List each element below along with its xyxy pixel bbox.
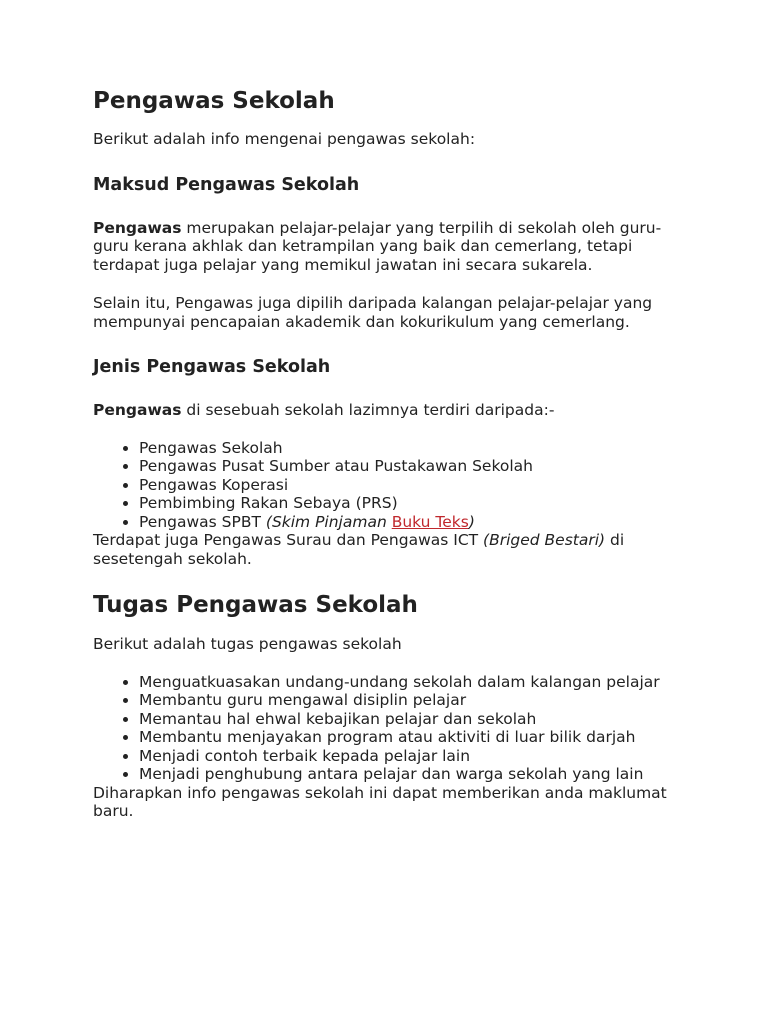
bold-term: Pengawas	[93, 401, 182, 419]
list-item: • Menguatkuasakan undang-undang sekolah dalam kalangan pelajar	[139, 673, 683, 692]
list-item: • Menjadi penghubung antara pelajar dan warga sekolah yang lain	[139, 765, 683, 784]
section1-paragraph-2: Selain itu, Pengawas juga dipilih daripada kalangan pelajar-pelajar yang mempunyai pencapaian akademik dan kokurikulum yang cemerlang.	[93, 294, 653, 331]
bold-term: Pengawas	[93, 218, 182, 237]
section2-paragraph	[93, 401, 683, 420]
list-item: • Memantau hal ehwal kebajikan pelajar dan sekolah	[139, 710, 683, 729]
list-item: • Membantu menjayakan program atau aktiviti di luar bilik darjah	[139, 728, 683, 747]
list-item: • Pengawas Koperasi	[139, 476, 683, 495]
jenis-list	[93, 439, 683, 532]
section-heading-maksud: Maksud Pengawas Sekolah	[93, 174, 360, 195]
list-item: • Pembimbing Rakan Sebaya (PRS)	[139, 494, 683, 513]
item-italic: (Skim Pinjaman	[265, 512, 392, 531]
section1-paragraph-1	[93, 219, 683, 275]
paragraph-text: merupakan pelajar-pelajar yang terpilih di sekolah oleh guru-guru kerana akhlak dan ketrampilan yang baik dan cemerlang, tetapi terdapat juga pelajar yang memikul jawatan ini secara sukarela.	[93, 218, 662, 274]
paragraph-text: Terdapat juga Pengawas Surau dan Pengawas ICT	[93, 531, 484, 549]
section2-after-list	[93, 531, 683, 568]
item-text: Pengawas SPBT	[139, 512, 266, 531]
paragraph-text: di sesetengah sekolah.	[93, 531, 625, 568]
closing-text: Diharapkan info pengawas sekolah ini dapat memberikan anda maklumat baru.	[93, 783, 667, 820]
section-heading-jenis: Jenis Pengawas Sekolah	[93, 357, 331, 377]
buku-teks-link[interactable]: Buku Teks	[391, 512, 469, 531]
paragraph-text: di sesebuah sekolah lazimnya terdiri daripada:-	[181, 401, 555, 419]
tugas-list	[93, 673, 683, 784]
list-item	[139, 513, 683, 532]
list-item: • Membantu guru mengawal disiplin pelajar	[139, 691, 683, 710]
page-title: Pengawas Sekolah	[93, 88, 335, 114]
intro-text: Berikut adalah info mengenai pengawas sekolah:	[93, 130, 476, 148]
italic-text: (Briged Bestari)	[483, 531, 606, 549]
list-item: • Pengawas Sekolah	[139, 439, 683, 458]
list-item: • Menjadi contoh terbaik kepada pelajar lain	[139, 747, 683, 766]
document-content	[93, 86, 683, 821]
list-item: • Pengawas Pusat Sumber atau Pustakawan Sekolah	[139, 457, 683, 476]
section-heading-tugas: Tugas Pengawas Sekolah	[93, 592, 418, 618]
item-italic-close: )	[468, 512, 475, 531]
section3-intro: Berikut adalah tugas pengawas sekolah	[93, 635, 402, 653]
